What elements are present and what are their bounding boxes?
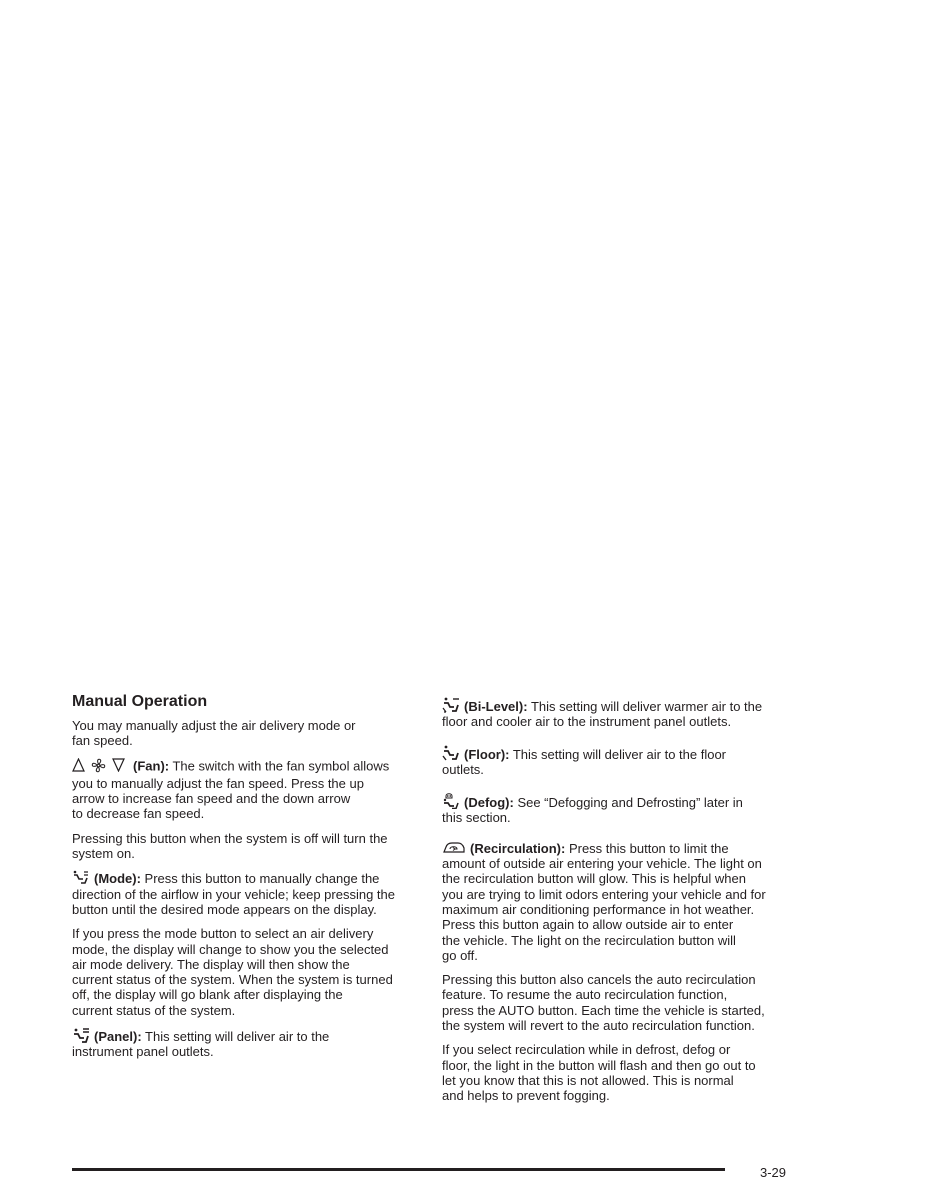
text-line: feature. To resume the auto recirculation function,	[442, 987, 728, 1003]
text-line: the vehicle. The light on the recirculation button will	[442, 932, 736, 948]
defog-label: (Defog):	[464, 795, 514, 811]
text-line: the system will revert to the auto recirculation function.	[442, 1018, 755, 1034]
recirculation-label: (Recirculation):	[470, 840, 566, 856]
text-line: and helps to prevent fogging.	[442, 1088, 610, 1104]
recirculation-paragraph	[442, 841, 792, 963]
footer-rule	[72, 1168, 725, 1171]
defog-icon	[442, 792, 460, 809]
text-line: go off.	[442, 947, 478, 963]
text-span: This setting will deliver air to the	[141, 1029, 330, 1045]
page-number: 3-29	[760, 1165, 787, 1180]
fan-label: (Fan):	[133, 758, 170, 774]
text-line: Pressing this button also cancels the auto recirculation	[442, 972, 756, 988]
mode-first-line	[72, 870, 422, 886]
text-span: The switch with the fan symbol allows	[169, 758, 390, 774]
text-line: let you know that this is not allowed. This is normal	[442, 1072, 734, 1088]
text-line: press the AUTO button. Each time the vehicle is started,	[442, 1002, 765, 1018]
floor-paragraph	[442, 745, 792, 778]
text-line: amount of outside air entering your vehicle. The light on	[442, 856, 762, 872]
defrost-paragraph	[442, 1042, 792, 1103]
text-line: You may manually adjust the air delivery mode or	[72, 718, 356, 733]
floor-label: (Floor):	[464, 746, 510, 762]
fan-paragraph	[72, 758, 422, 822]
text-line: to decrease fan speed.	[72, 806, 205, 822]
text-span: See “Defogging and Defrosting” later in	[513, 795, 743, 811]
text-line: If you press the mode button to select an air delivery	[72, 926, 374, 942]
text-line: system on.	[72, 846, 135, 862]
defog-paragraph	[442, 792, 792, 826]
text-line: floor, the light in the button will flash and then go out to	[442, 1057, 756, 1073]
text-line: button until the desired mode appears on the display.	[72, 901, 377, 917]
bilevel-label: (Bi-Level):	[464, 699, 528, 714]
text-span: Press this button to manually change the	[140, 871, 380, 887]
floor-icon	[442, 745, 460, 761]
bilevel-icon	[442, 697, 460, 713]
panel-first-line	[72, 1027, 422, 1044]
text-line: Pressing this button when the system is off will turn the	[72, 830, 388, 846]
text-line: arrow to increase fan speed and the down arrow	[72, 791, 351, 807]
text-span: This setting will deliver air to the floor	[509, 746, 727, 762]
text-line: this section.	[442, 810, 511, 826]
intro-paragraph	[72, 718, 422, 749]
text-line: off, the display will go blank after displaying the	[72, 987, 343, 1003]
cancel-paragraph	[442, 972, 792, 1033]
mode-icon	[72, 870, 90, 885]
fan-first-line	[72, 758, 422, 776]
defog-first-line	[442, 792, 792, 810]
text-line: If you select recirculation while in defrost, defog or	[442, 1042, 731, 1058]
text-line: current status of the system.	[72, 1002, 236, 1018]
text-line: floor and cooler air to the instrument panel outlets.	[442, 714, 732, 730]
text-line: Press this button again to allow outside air to enter	[442, 917, 734, 933]
mode-label: (Mode):	[94, 871, 141, 887]
bilevel-first-line	[442, 697, 792, 714]
text-line: current status of the system. When the system is turned	[72, 972, 393, 988]
section-heading: Manual Operation	[72, 693, 208, 710]
text-line: direction of the airflow in your vehicle; keep pressing the	[72, 886, 396, 902]
text-span: Press this button to limit the	[565, 840, 729, 856]
fan-icon-group	[72, 758, 125, 776]
text-line: air mode delivery. The display will then show the	[72, 956, 350, 972]
text-line: you to manually adjust the fan speed. Press the up	[72, 775, 364, 791]
floor-first-line	[442, 745, 792, 762]
mode-paragraph	[72, 870, 422, 917]
text-line: outlets.	[442, 761, 484, 777]
panel-label: (Panel):	[94, 1029, 142, 1045]
text-line: mode, the display will change to show you the selected	[72, 941, 389, 957]
text-span: This setting will deliver warmer air to the	[527, 699, 763, 714]
recirculation-icon	[442, 841, 466, 855]
recirculation-first-line	[442, 841, 792, 856]
right-column	[442, 697, 792, 1113]
pressing-paragraph	[72, 831, 422, 862]
text-line: maximum air conditioning performance in hot weather.	[442, 901, 755, 917]
text-line: you are trying to limit odors entering your vehicle and for	[442, 886, 766, 902]
panel-paragraph	[72, 1027, 422, 1060]
panel-icon	[72, 1027, 90, 1043]
left-column	[72, 692, 422, 1069]
bilevel-paragraph	[442, 697, 792, 730]
up-arrow-icon	[72, 758, 85, 775]
text-line: fan speed.	[72, 733, 133, 749]
text-line: the recirculation button will glow. This is helpful when	[442, 871, 746, 887]
if-mode-paragraph	[72, 926, 422, 1018]
down-arrow-icon	[112, 758, 125, 775]
text-line: instrument panel outlets.	[72, 1044, 214, 1060]
fan-icon	[91, 758, 106, 776]
